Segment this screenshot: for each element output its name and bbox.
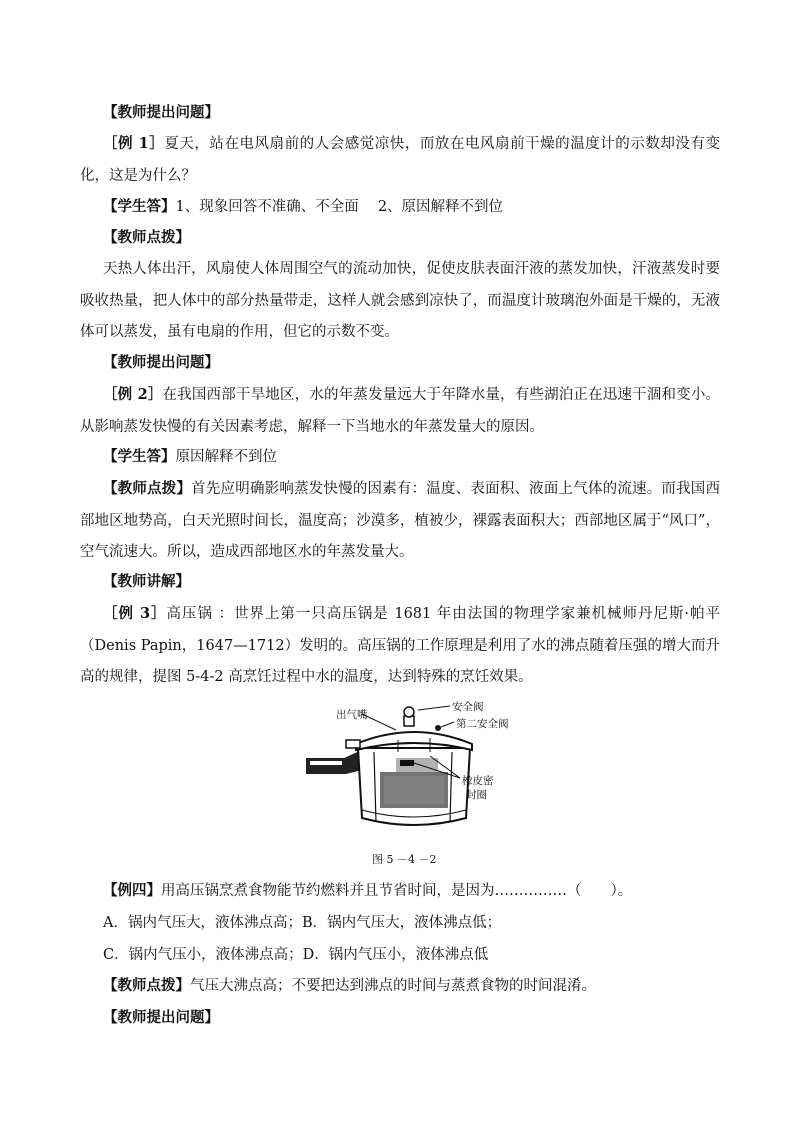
gasket-mark (400, 760, 414, 766)
teacher-tip-heading: 【教师点拨】 (103, 229, 190, 246)
teacher-tip-1-text: 天热人体出汗，风扇使人体周围空气的流动加快，促使皮肤表面汗液的蒸发加快，汗液蒸发时要吸收热量，把人体中的部分热量带走，这样人就会感到凉快了，而温度计玻璃泡外面是干燥的，无液体可以蒸发，虽有电扇的作用，但它的示数不变。 (80, 261, 720, 340)
answer-label: 【学生答】 (103, 448, 176, 465)
figure-caption: 图 5 －4 －2 (372, 853, 437, 866)
tip-label: 【教师点拨】 (103, 480, 192, 497)
example-label: ［例 2］ (103, 386, 163, 403)
safety-valve-icon (404, 707, 414, 717)
example-1 (80, 128, 720, 192)
cooker-body (358, 743, 470, 825)
tip-label: 【教师点拨】 (103, 977, 190, 994)
example-text: 在我国西部干旱地区，水的年蒸发量远大于年降水量，有些湖泊正在迅速干涸和变小。从影响蒸发快慢的有关因素考虑，解释一下当地水的年蒸发量大的原因。 (80, 387, 720, 435)
student-answer-2 (103, 447, 277, 467)
example-label: 【例四】 (103, 882, 161, 899)
example-label: ［例 3］ (103, 605, 167, 622)
section-heading: 【教师提出问题】 (103, 104, 219, 121)
steam-nozzle-label: 出气嘴 (336, 709, 368, 721)
example-2 (80, 379, 720, 443)
option-line: A．锅内气压大，液体沸点高；B．锅内气压大，液体沸点低； (103, 915, 502, 931)
example-text: 高压锅 ：世界上第一只高压锅是 1681 年由法国的物理学家兼机械师丹尼斯·帕平（Denis Papin，1647—1712）发明的。高压锅的工作原理是利用了水的沸点随着压强的增大而升高的规律，提图 5-4-2 高烹饪过程中水的温度，达到特殊的烹饪效果。 (80, 606, 720, 685)
answer-label: 【学生答】 (103, 198, 176, 215)
section-heading: 【教师讲解】 (103, 573, 190, 590)
student-answer-1 (103, 197, 503, 217)
gasket-label-line1: 橡皮密 (462, 775, 494, 787)
gasket-label-line2: 封圈 (466, 789, 487, 801)
pressure-cooker-figure (300, 700, 528, 840)
example-4 (103, 881, 632, 901)
example-text: 用高压锅烹煮食物能节约燃料并且节省时间，是因为……………（ ）。 (161, 883, 633, 899)
section-heading: 【教师提出问题】 (103, 1009, 219, 1026)
tip-text: 气压大沸点高；不要把达到沸点的时间与蒸煮食物的时间混淆。 (190, 978, 596, 994)
example-text: 夏天，站在电风扇前的人会感觉凉快，而放在电风扇前干燥的温度计的示数却没有变化，这是为什么？ (80, 136, 721, 184)
teacher-tip-3 (103, 976, 596, 996)
tip-text: 首先应明确影响蒸发快慢的因素有：温度、表面积、液面上气体的流速。而我国西部地区地势高，白天光照时间长，温度高；沙漠多，植被少，裸露表面积大；西部地区属于“风口”，空气流速大。所以，造成西部地区水的年蒸发量大。 (80, 481, 720, 560)
teacher-tip-2 (80, 473, 720, 569)
safety-valve-label: 安全阀 (452, 701, 484, 713)
answer-text: 1、现象回答不准确、不全面 2、原因解释不到位 (175, 199, 504, 215)
example-label: ［例 1］ (103, 135, 165, 152)
second-valve-icon (435, 725, 441, 731)
second-safety-valve-label: 第二安全阀 (456, 718, 509, 730)
option-line: C．锅内气压小，液体沸点高；D．锅内气压小，液体沸点低 (103, 947, 489, 963)
answer-text: 原因解释不到位 (175, 449, 277, 465)
example-3 (80, 598, 720, 694)
section-heading: 【教师提出问题】 (103, 354, 219, 371)
cooker-handle (306, 750, 362, 774)
